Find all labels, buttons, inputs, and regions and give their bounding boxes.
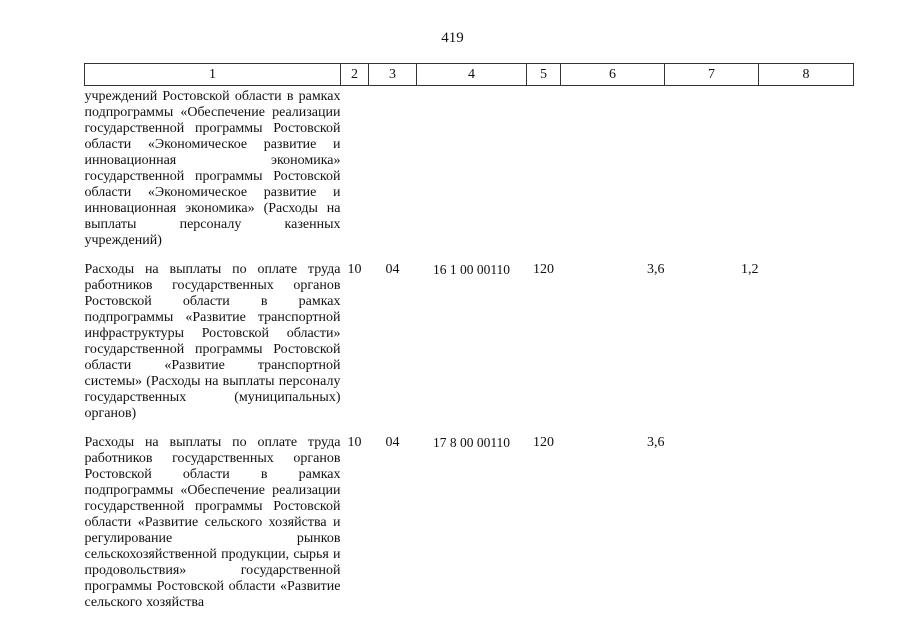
header-col-6: 6 (561, 64, 665, 86)
table-row (85, 259, 854, 432)
row-target-code (417, 86, 527, 260)
page-number: 419 (441, 30, 464, 46)
row-section: 10 (347, 435, 362, 450)
header-col-8: 8 (759, 64, 854, 86)
header-col-7: 7 (665, 64, 759, 86)
row-subsection: 04 (385, 435, 400, 450)
row-amount-col6: 3,6 (647, 262, 665, 277)
row-amount-col6 (561, 86, 665, 260)
row-description: учреждений Ростовской области в рамках подпрограммы «Обеспечение реализации государственной программы Ростовской области «Экономическое развитие и инновационная экономика» государственной программы Ростовской области «Экономическое развитие и инновационная экономика» (Расходы на выплаты персоналу казенных учреждений) (84, 89, 341, 248)
row-target-code: 16 1 00 00110 (432, 262, 511, 277)
row-expense-type (527, 86, 561, 260)
table-row (85, 432, 854, 611)
row-description: Расходы на выплаты по оплате труда работников государственных органов Ростовской области в рамках подпрограммы «Обеспечение реализации государственной программы Ростовской области «Развитие сельского хозяйства и регулирование рынков сельскохозяйственной продукции, сырья и продовольствия» государственной программы Ростовской области «Развитие сельского хозяйства (84, 435, 341, 610)
row-amount-col7 (665, 86, 759, 260)
row-section: 10 (347, 262, 362, 277)
header-col-3: 3 (369, 64, 417, 86)
row-amount-col8 (759, 86, 854, 260)
row-amount-col6: 3,6 (647, 435, 665, 450)
header-col-2: 2 (341, 64, 369, 86)
row-description: Расходы на выплаты по оплате труда работников государственных органов Ростовской области в рамках подпрограммы «Развитие транспортной инфраструктуры Ростовской области» государственной программы Ростовской области «Развитие транспортной системы» (Расходы на выплаты персоналу государственных (муниципальных) органов) (84, 262, 341, 421)
budget-table (84, 63, 854, 611)
row-subsection (369, 86, 417, 260)
row-section (341, 86, 369, 260)
row-subsection: 04 (385, 262, 400, 277)
header-col-4: 4 (417, 64, 527, 86)
header-col-5: 5 (527, 64, 561, 86)
row-amount-col8 (759, 432, 854, 611)
table-row (85, 86, 854, 260)
row-amount-col7: 1,2 (741, 262, 759, 277)
header-col-1: 1 (85, 64, 341, 86)
header-row (85, 64, 854, 86)
row-expense-type: 120 (533, 262, 554, 277)
row-expense-type: 120 (533, 435, 554, 450)
row-amount-col7 (665, 432, 759, 611)
row-target-code: 17 8 00 00110 (432, 435, 511, 450)
row-amount-col8 (759, 259, 854, 432)
